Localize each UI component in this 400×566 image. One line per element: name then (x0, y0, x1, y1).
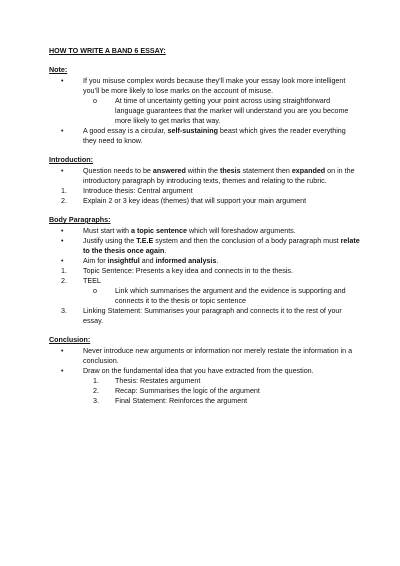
body-numbered-1-text: Topic Sentence: Presents a key idea and connects in to the thesis. (83, 267, 293, 275)
intro-bullet-1-text (83, 167, 355, 185)
bold-run: T.E.E (136, 237, 154, 245)
number-marker: 1. (93, 377, 99, 385)
number-marker: 1. (61, 187, 67, 195)
body-numbered-1 (49, 266, 360, 276)
number-marker: 2. (93, 387, 99, 395)
bold-run: expanded (291, 167, 326, 175)
number-marker: 1. (61, 267, 67, 275)
sub-bullet-marker: o (93, 97, 97, 105)
number-marker: 3. (93, 397, 99, 405)
conclusion-numbered-2 (49, 386, 360, 396)
text-run: and (139, 257, 156, 265)
body-bullet-2 (49, 236, 360, 256)
text-run: statement then (240, 167, 292, 175)
note-bullet-1-text: If you misuse complex words because they’ll make your essay look more intelligent you’ll be more likely to lose marks on the account of misuse. (83, 77, 346, 95)
bold-run: answered (152, 167, 186, 175)
bullet-marker: • (61, 127, 64, 135)
bullet-marker: • (61, 367, 64, 375)
text-run: on in the introductory paragraph by introducing texts, themes and relating to the rubric. (83, 167, 355, 185)
bold-run: informed analysis (155, 257, 217, 265)
conclusion-numbered-3-text: Final Statement: Reinforces the argument (115, 397, 248, 405)
body-numbered-3-text: Linking Statement: Summarises your paragraph and connects it to the rest of your essay. (83, 307, 342, 325)
note-bullet-2-text (83, 127, 346, 145)
intro-numbered-2-text: Explain 2 or 3 key ideas (themes) that will support your main argument (83, 197, 307, 205)
number-marker: 2. (61, 197, 67, 205)
sub-bullet-marker: o (93, 287, 97, 295)
bullet-marker: • (61, 77, 64, 85)
body-bullet-3 (49, 256, 360, 266)
bullet-marker: • (61, 227, 64, 235)
note-sub-bullet (49, 96, 360, 126)
bold-run: relate to the thesis once again (83, 237, 360, 255)
conclusion-bullet-2 (49, 366, 360, 376)
conclusion-bullet-1-text: Never introduce new arguments or information nor merely restate the information in a conclusion. (83, 347, 353, 365)
bold-run: self-sustaining (167, 127, 218, 135)
bullet-marker: • (61, 347, 64, 355)
text-run: which will foreshadow arguments. (186, 227, 296, 235)
conclusion-numbered-2-text: Recap: Summarises the logic of the argument (115, 387, 260, 395)
intro-numbered-1 (49, 186, 360, 196)
text-run: beast which gives the reader everything they need to know. (83, 127, 346, 145)
number-marker: 2. (61, 277, 67, 285)
body-bullet-1 (49, 226, 360, 236)
note-sub-bullet-text: At time of uncertainty getting your point across using straightforward language guarantees that the marker will understand you are you become more likely to get marks that way. (115, 97, 349, 125)
body-numbered-2 (49, 276, 360, 286)
body-sub-bullet (49, 286, 360, 306)
body-bullet-3-text (83, 257, 218, 265)
conclusion-bullet-2-text: Draw on the fundamental idea that you have extracted from the question. (83, 367, 314, 375)
text-run: . (164, 247, 167, 255)
note-bullet-2 (49, 126, 360, 146)
body-paragraphs-heading: Body Paragraphs: (49, 216, 111, 224)
text-run: Aim for (83, 257, 108, 265)
body-bullet-2-text (83, 237, 360, 255)
body-bullet-1-text (83, 227, 296, 235)
document-title: HOW TO WRITE A BAND 6 ESSAY: (49, 47, 166, 55)
bullet-marker: • (61, 257, 64, 265)
bold-run: insightful (107, 257, 140, 265)
intro-bullet-1 (49, 166, 360, 186)
text-run: system and then the conclusion of a body paragraph must (153, 237, 341, 245)
note-bullet-1 (49, 76, 360, 96)
conclusion-numbered-1 (49, 376, 360, 386)
conclusion-numbered-3 (49, 396, 360, 406)
text-run: A good essay is a circular, (83, 127, 168, 135)
text-run: within the (185, 167, 220, 175)
bold-run: thesis (219, 167, 241, 175)
conclusion-numbered-1-text: Thesis: Restates argument (115, 377, 201, 385)
text-run: Question needs to be (83, 167, 153, 175)
body-numbered-2-text: TEEL (83, 277, 101, 285)
bullet-marker: • (61, 237, 64, 245)
intro-numbered-1-text: Introduce thesis: Central argument (83, 187, 193, 195)
body-numbered-3 (49, 306, 360, 326)
text-run: Must start with (83, 227, 132, 235)
introduction-heading: Introduction: (49, 156, 94, 164)
text-run: . (216, 257, 219, 265)
bullet-marker: • (61, 167, 64, 175)
text-run: Justify using the (83, 237, 137, 245)
intro-numbered-2 (49, 196, 360, 206)
conclusion-bullet-1 (49, 346, 360, 366)
conclusion-heading: Conclusion: (49, 336, 91, 344)
bold-run: a topic sentence (131, 227, 187, 235)
number-marker: 3. (61, 307, 67, 315)
note-heading: Note: (49, 66, 68, 74)
body-sub-bullet-text: Link which summarises the argument and the evidence is supporting and connects it to the thesis or topic sentence (115, 287, 346, 305)
